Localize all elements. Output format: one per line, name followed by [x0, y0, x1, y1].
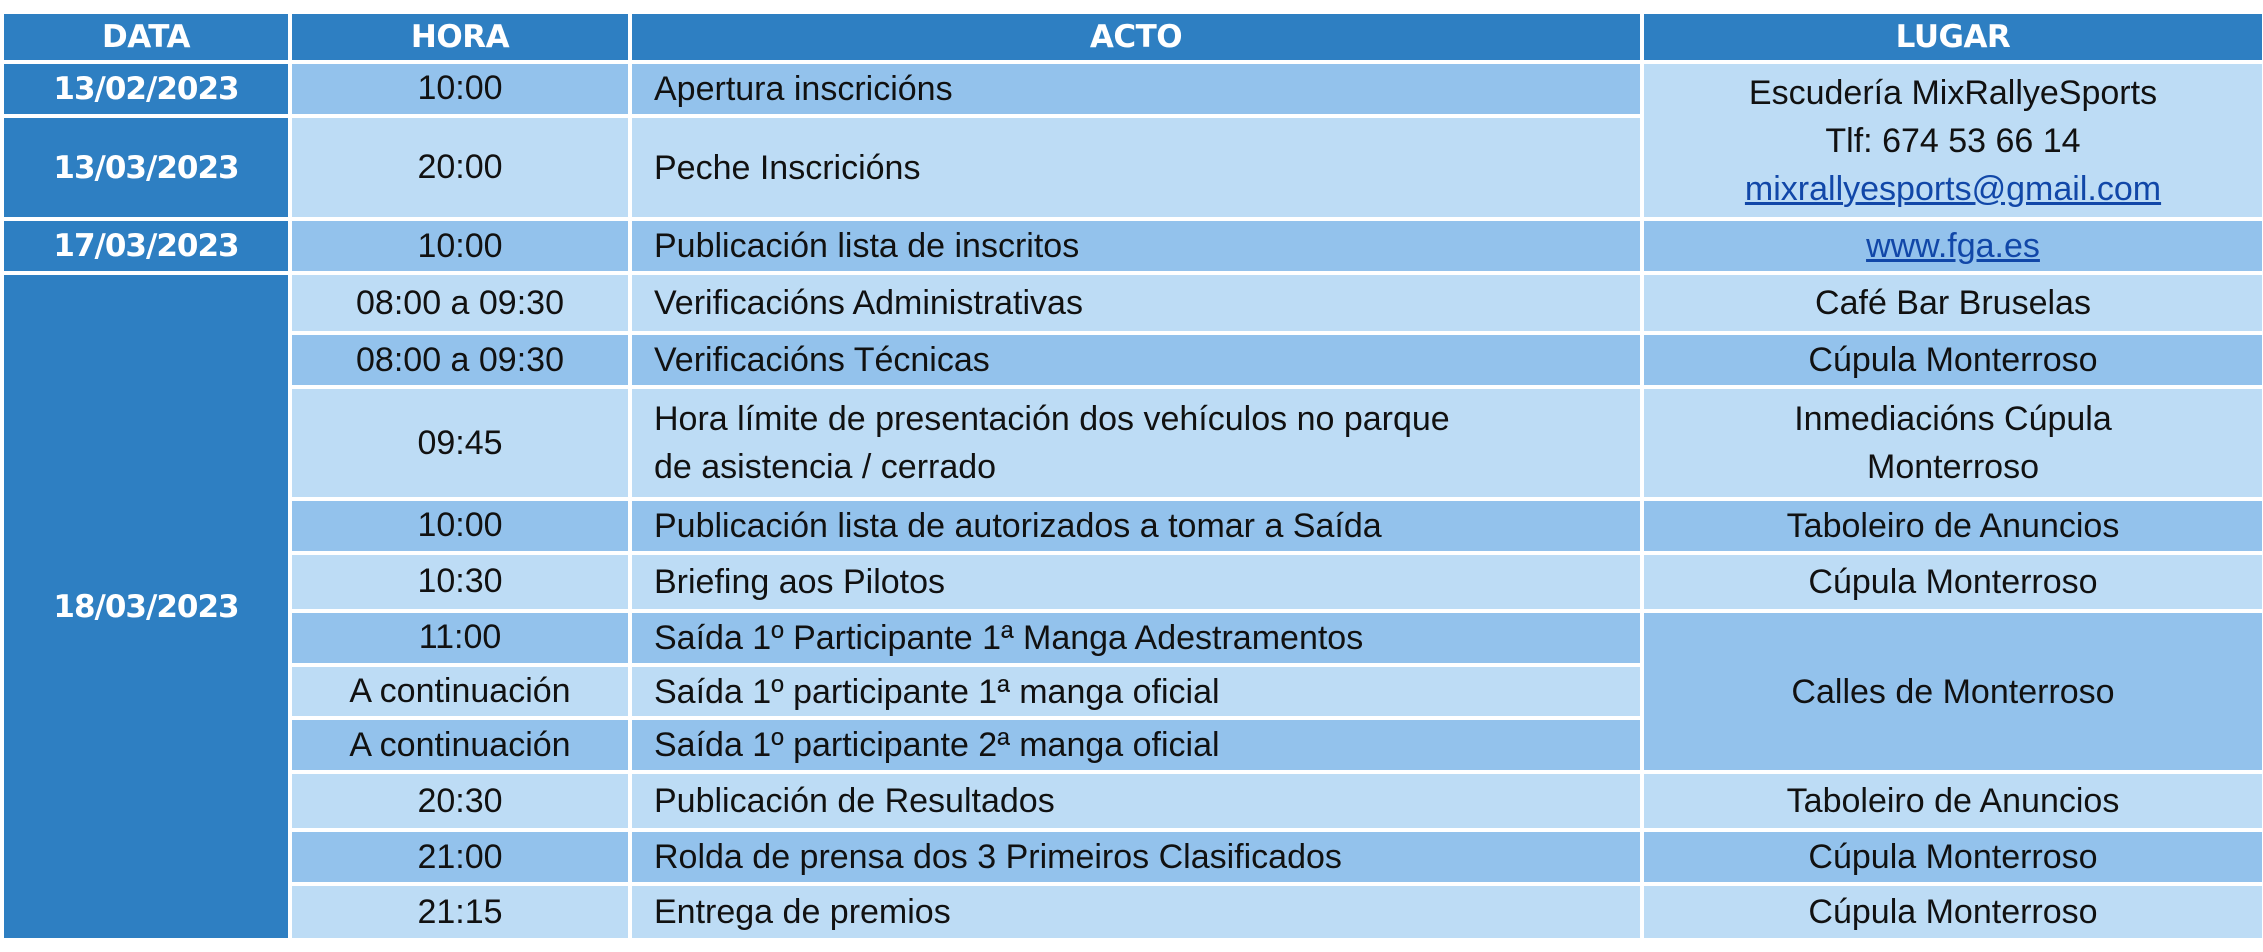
- web-link[interactable]: www.fga.es: [1866, 227, 2040, 266]
- hora-cell: 10:00: [292, 221, 628, 271]
- header-data: DATA: [4, 14, 288, 60]
- acto-cell: Apertura inscricións: [632, 64, 1640, 114]
- lugar-cell: Cúpula Monterroso: [1644, 335, 2262, 385]
- lugar-telefono: Tlf: 674 53 66 14: [1825, 121, 2081, 160]
- table-row: [4, 501, 2262, 551]
- lugar-cell: Taboleiro de Anuncios: [1644, 501, 2262, 551]
- hora-cell: 11:00: [292, 613, 628, 663]
- lugar-line: Inmediacións Cúpula: [1794, 400, 2112, 439]
- acto-cell: Saída 1º Participante 1ª Manga Adestramentos: [632, 613, 1640, 663]
- table-row: [4, 64, 2262, 114]
- hora-cell: 21:00: [292, 832, 628, 882]
- header-lugar: LUGAR: [1644, 14, 2262, 60]
- lugar-cell: Calles de Monterroso: [1644, 613, 2262, 770]
- table-row: [4, 389, 2262, 497]
- table-row: [4, 886, 2262, 938]
- date-cell: 18/03/2023: [4, 275, 288, 938]
- email-link[interactable]: mixrallyesports@gmail.com: [1744, 169, 2162, 208]
- table-row: [4, 613, 2262, 663]
- hora-cell: 20:00: [292, 118, 628, 218]
- date-cell: 13/02/2023: [4, 64, 288, 114]
- date-cell: 17/03/2023: [4, 221, 288, 271]
- hora-cell: 10:00: [292, 501, 628, 551]
- acto-cell: Peche Inscricións: [632, 118, 1640, 218]
- hora-cell: 08:00 a 09:30: [292, 335, 628, 385]
- hora-cell: A continuación: [292, 667, 628, 717]
- lugar-cell: Taboleiro de Anuncios: [1644, 774, 2262, 828]
- table-row: [4, 555, 2262, 609]
- acto-cell: Briefing aos Pilotos: [632, 555, 1640, 609]
- table-row: [4, 221, 2262, 271]
- hora-cell: 10:30: [292, 555, 628, 609]
- hora-cell: A continuación: [292, 720, 628, 770]
- header-acto: ACTO: [632, 14, 1640, 60]
- acto-line: Hora límite de presentación dos vehículos no parque: [654, 400, 1450, 439]
- acto-cell: Saída 1º participante 2ª manga oficial: [632, 720, 1640, 770]
- acto-cell: Rolda de prensa dos 3 Primeiros Clasificados: [632, 832, 1640, 882]
- table-row: [4, 774, 2262, 828]
- lugar-escuderia: Escudería MixRallyeSports: [1748, 73, 2158, 112]
- lugar-cell: Cúpula Monterroso: [1644, 886, 2262, 938]
- hora-cell: 21:15: [292, 886, 628, 938]
- lugar-line: Monterroso: [1867, 448, 2039, 487]
- hora-cell: 08:00 a 09:30: [292, 275, 628, 331]
- acto-cell: Entrega de premios: [632, 886, 1640, 938]
- acto-cell: Publicación lista de autorizados a tomar a Saída: [632, 501, 1640, 551]
- acto-cell: Publicación de Resultados: [632, 774, 1640, 828]
- lugar-cell: [1644, 221, 2262, 271]
- acto-cell: Verificacións Técnicas: [632, 335, 1640, 385]
- acto-cell: Saída 1º participante 1ª manga oficial: [632, 667, 1640, 717]
- table-row: [4, 275, 2262, 331]
- acto-cell: Verificacións Administrativas: [632, 275, 1640, 331]
- table-row: [4, 832, 2262, 882]
- acto-cell: [632, 389, 1640, 497]
- hora-cell: 09:45: [292, 389, 628, 497]
- lugar-cell: [1644, 389, 2262, 497]
- acto-line: de asistencia / cerrado: [654, 448, 997, 487]
- table-row: [4, 335, 2262, 385]
- hora-cell: 20:30: [292, 774, 628, 828]
- lugar-cell: Cúpula Monterroso: [1644, 832, 2262, 882]
- lugar-cell-escuderia: [1644, 64, 2262, 217]
- schedule-table: [0, 10, 2263, 942]
- header-hora: HORA: [292, 14, 628, 60]
- hora-cell: 10:00: [292, 64, 628, 114]
- acto-cell: Publicación lista de inscritos: [632, 221, 1640, 271]
- lugar-cell: Café Bar Bruselas: [1644, 275, 2262, 331]
- date-cell: 13/03/2023: [4, 118, 288, 218]
- lugar-cell: Cúpula Monterroso: [1644, 555, 2262, 609]
- header-row: [4, 14, 2262, 60]
